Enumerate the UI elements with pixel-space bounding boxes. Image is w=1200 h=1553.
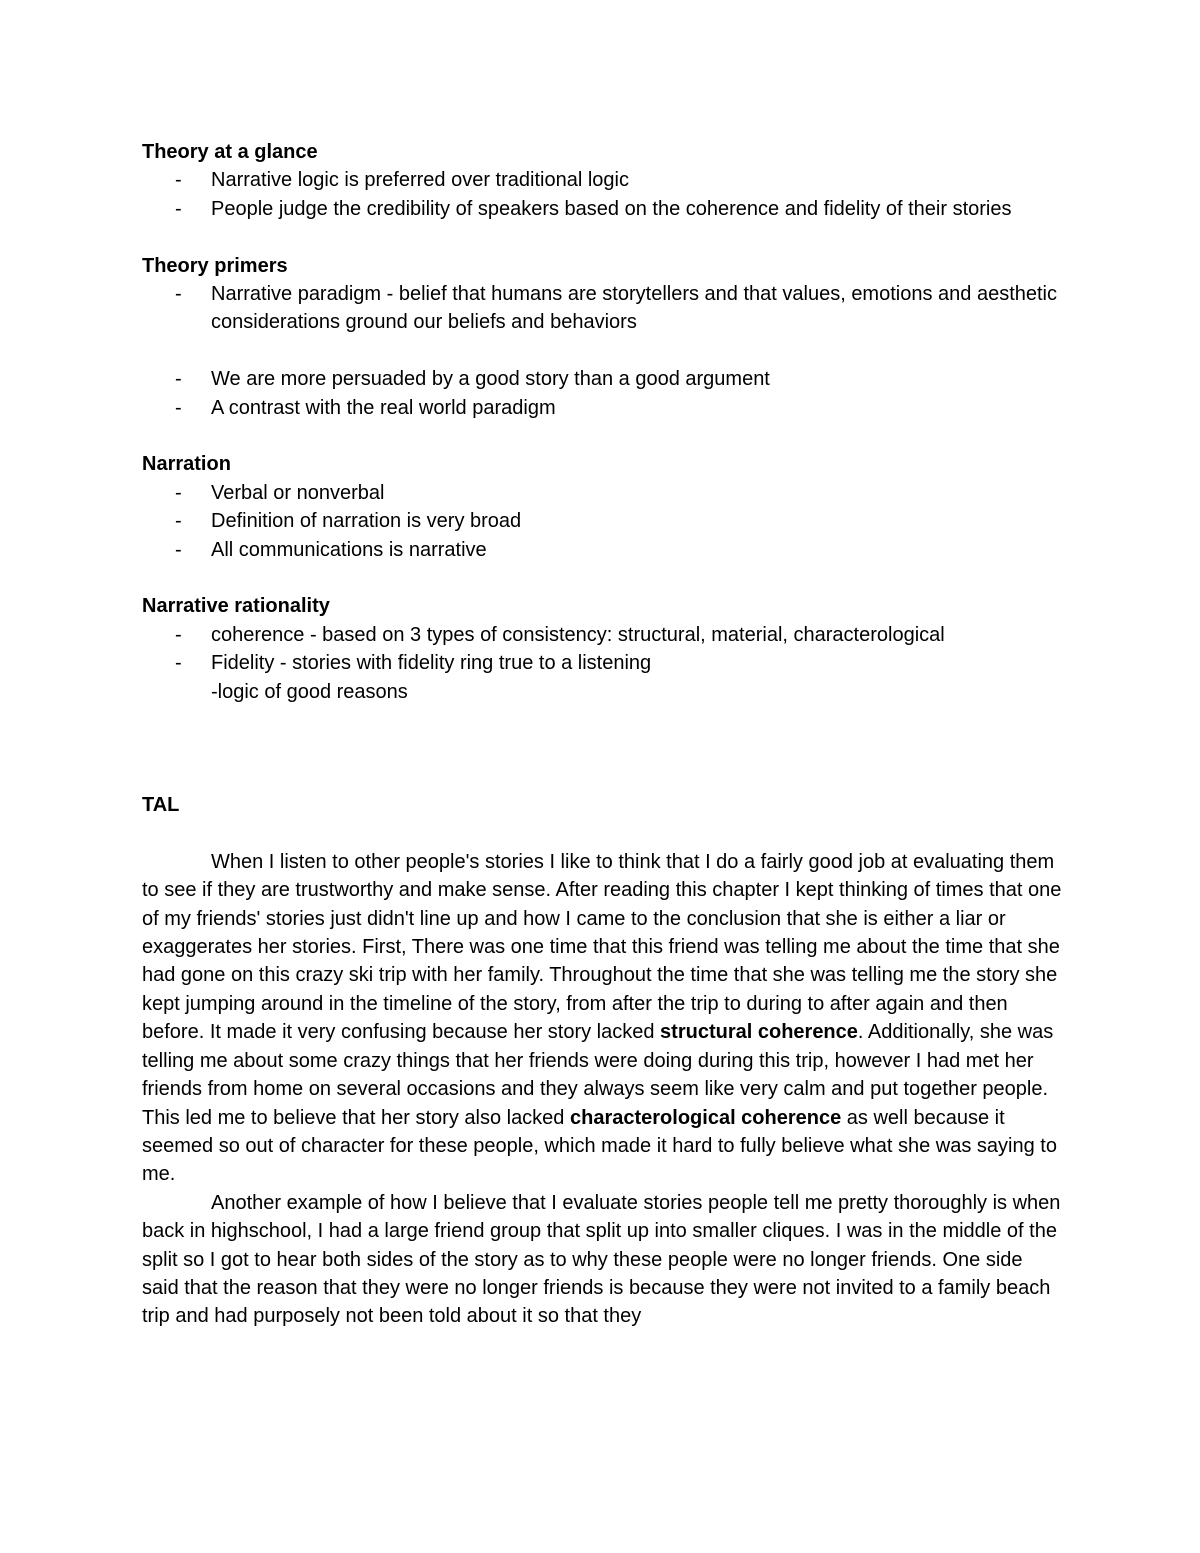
blank-line <box>142 337 1062 365</box>
section-heading: Narration <box>142 453 231 476</box>
dash-marker: - <box>175 481 182 504</box>
blank-line <box>142 819 1062 847</box>
dash-marker: - <box>175 368 182 391</box>
section-heading: Narrative rationality <box>142 595 330 618</box>
document-page <box>142 138 1062 1331</box>
section-heading: Theory primers <box>142 254 288 277</box>
list-item: - Narrative paradigm - belief that humans are storytellers and that values, emotions and aesthetic considerations ground our beliefs and behaviors <box>142 280 1062 337</box>
list-item: - All communications is narrative <box>142 536 1062 564</box>
bold-term: structural coherence <box>660 1021 858 1044</box>
bullet-list <box>142 365 1062 422</box>
essay-body <box>142 848 1062 1331</box>
dash-marker: - <box>175 396 182 419</box>
list-item: - Definition of narration is very broad <box>142 507 1062 535</box>
dash-marker: - <box>175 169 182 192</box>
dash-marker: - <box>175 538 182 561</box>
tal-heading: TAL <box>142 794 180 817</box>
list-item: - We are more persuaded by a good story than a good argument <box>142 365 1062 393</box>
dash-marker: - <box>175 623 182 646</box>
bullet-list <box>142 166 1062 223</box>
bullet-list <box>142 280 1062 337</box>
dash-marker: - <box>175 283 182 306</box>
section-theory-primers <box>142 252 1062 422</box>
bold-term: characterological coherence <box>570 1106 842 1129</box>
list-item: - A contrast with the real world paradigm <box>142 394 1062 422</box>
continuation-line: -logic of good reasons <box>211 680 408 703</box>
section-narration <box>142 450 1062 564</box>
essay-paragraph: Another example of how I believe that I evaluate stories people tell me pretty thoroughly is when back in highschool, I had a large friend group that split up into smaller cliques. I was in the middle of the split so I got to hear both sides of the story as to why these people were no longer friends. One side said that the reason that they were no longer friends is because they were not invited to a family beach trip and had purposely not been told about it so that they <box>142 1191 1061 1328</box>
bullet-list <box>142 479 1062 564</box>
bullet-list <box>142 621 1062 678</box>
list-item: - coherence - based on 3 types of consistency: structural, material, characterological <box>142 621 1062 649</box>
essay-paragraph: When I listen to other people's stories I like to think that I do a fairly good job at evaluating them to see if they are trustworthy and make sense. After reading this chapter I kept thinking of times that one of my friends' stories just didn't line up and how I came to the conclusion that she is either a liar or exaggerates her stories. First, There was one time that this friend was telling me about the time that she had gone on this crazy ski trip with her family. Throughout the time that she was telling me the story she kept jumping around in the timeline of the story, from after the trip to during to after again and then before. It made it very confusing because her story lacked structural coherence. Additionally, she was telling me about some crazy things that her friends were doing during this trip, however I had met her friends from home on several occasions and they always seem like very calm and put together people. This led me to believe that her story also lacked characterological coherence as well because it seemed so out of character for these people, which made it hard to fully believe what she was saying to me. <box>142 850 1062 1186</box>
dash-marker: - <box>175 510 182 533</box>
list-item: - Verbal or nonverbal <box>142 479 1062 507</box>
list-item: - Narrative logic is preferred over traditional logic <box>142 166 1062 194</box>
list-item: - Fidelity - stories with fidelity ring true to a listening <box>142 649 1062 677</box>
dash-marker: - <box>175 197 182 220</box>
section-narrative-rationality <box>142 592 1062 706</box>
section-heading: Theory at a glance <box>142 141 318 163</box>
list-item: - People judge the credibility of speakers based on the coherence and fidelity of their stories <box>142 195 1062 223</box>
dash-marker: - <box>175 652 182 675</box>
section-theory-at-a-glance <box>142 138 1062 223</box>
